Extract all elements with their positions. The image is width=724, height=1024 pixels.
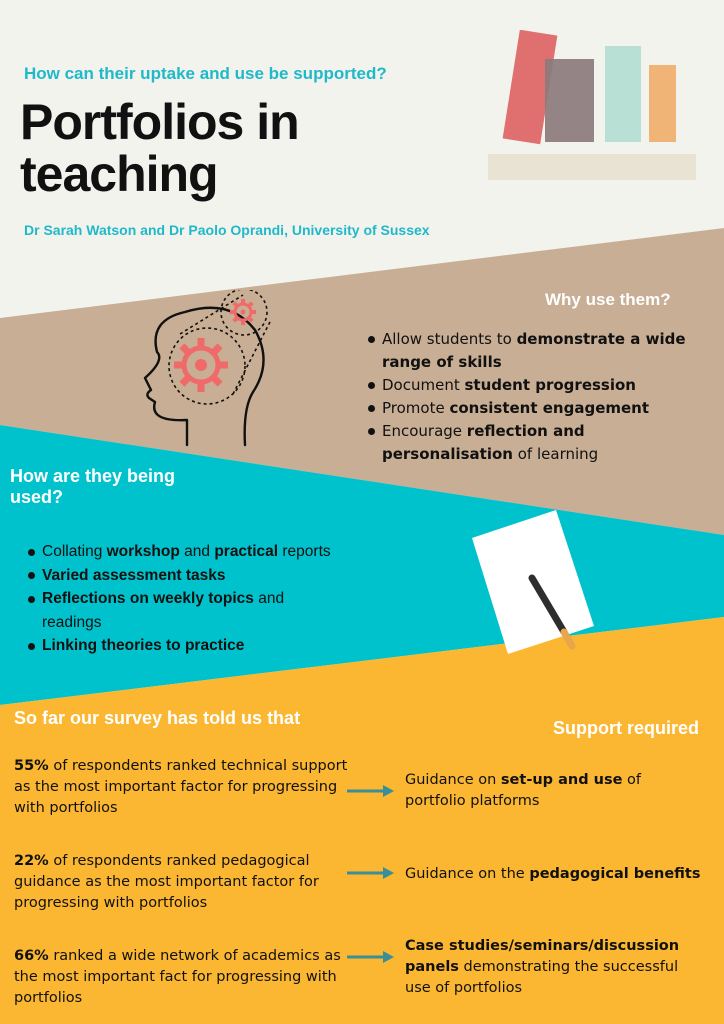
why-list bbox=[366, 328, 686, 466]
subtitle: How can their uptake and use be supported? bbox=[24, 64, 387, 83]
why-item: Encourage reflection and personalisation of learning bbox=[366, 420, 686, 466]
survey-stat: 22% of respondents ranked pedagogical guidance as the most important factor for progressing with portfolios bbox=[14, 853, 319, 911]
head-gears-icon bbox=[135, 290, 275, 450]
arrow-right-icon bbox=[345, 950, 395, 964]
authors: Dr Sarah Watson and Dr Paolo Oprandi, University of Sussex bbox=[24, 222, 430, 238]
support-item: Guidance on the pedagogical benefits bbox=[405, 866, 701, 882]
support-item: Case studies/seminars/discussion panels demonstrating the successful use of portfolios bbox=[405, 938, 680, 996]
why-heading: Why use them? bbox=[545, 290, 671, 309]
books-shelf-illustration bbox=[485, 30, 700, 185]
survey-heading: So far our survey has told us that bbox=[14, 708, 301, 728]
support-heading: Support required bbox=[553, 718, 700, 738]
used-item: Collating workshop and practical reports bbox=[26, 540, 346, 564]
used-heading: How are they being used? bbox=[10, 466, 176, 507]
used-item: Reflections on weekly topics and readings bbox=[26, 587, 346, 634]
why-item: Promote consistent engagement bbox=[366, 397, 686, 420]
why-item: Document student progression bbox=[366, 374, 686, 397]
large-gear-icon bbox=[174, 338, 228, 392]
page-title: Portfolios in teaching bbox=[20, 94, 299, 202]
support-item: Guidance on set-up and use of portfolio platforms bbox=[405, 772, 642, 809]
small-gear-icon bbox=[230, 299, 256, 325]
used-list bbox=[26, 540, 346, 658]
book-mint bbox=[605, 46, 641, 142]
arrow-right-icon bbox=[345, 784, 395, 798]
why-item: Allow students to demonstrate a wide range of skills bbox=[366, 328, 686, 374]
arrow-right-icon bbox=[345, 866, 395, 880]
survey-stat: 66% ranked a wide network of academics as the most important fact for progressing with portfolios bbox=[14, 948, 341, 1006]
used-item: Varied assessment tasks bbox=[26, 564, 346, 588]
shelf bbox=[488, 154, 696, 180]
paper-pencil-illustration bbox=[468, 508, 603, 658]
book-peach bbox=[649, 65, 676, 142]
survey-stat: 55% of respondents ranked technical support as the most important factor for progressing with portfolios bbox=[14, 758, 348, 816]
used-item: Linking theories to practice bbox=[26, 634, 346, 658]
book-grey bbox=[545, 59, 594, 142]
